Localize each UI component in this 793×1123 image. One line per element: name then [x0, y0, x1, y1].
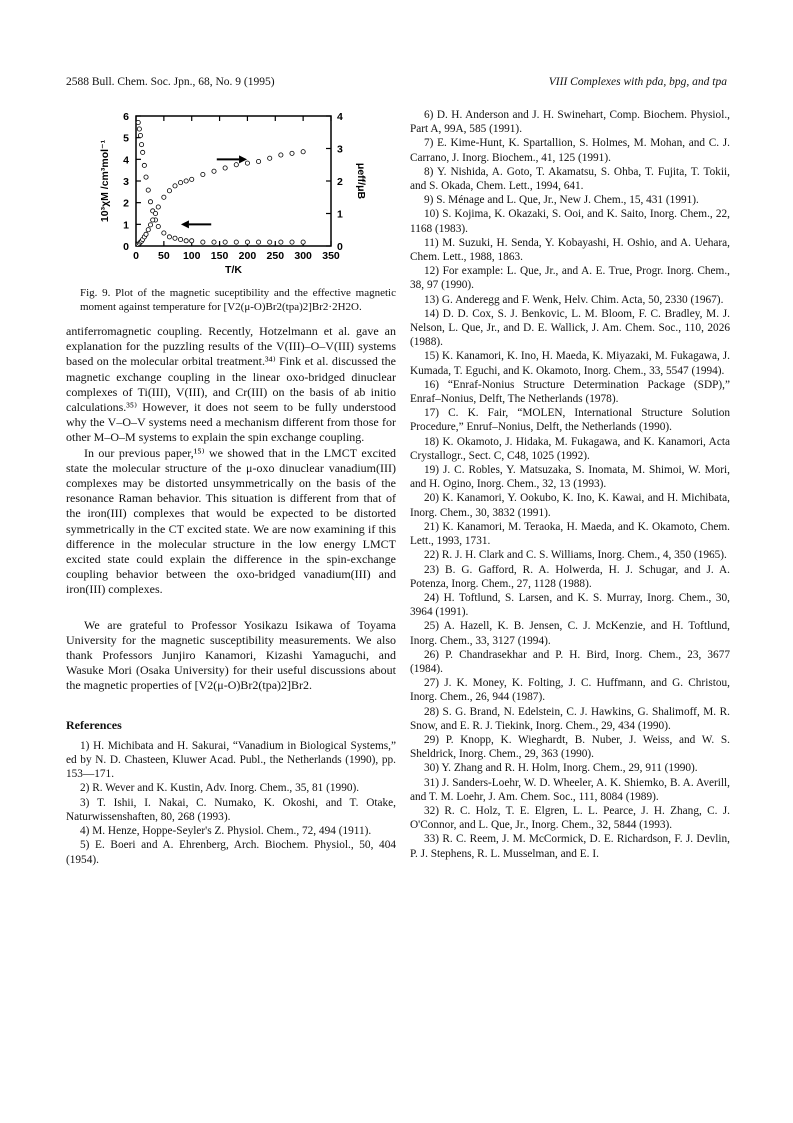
reference-item: 16) “Enraf-Nonius Structure Determination Package (SDP),” Enraf–Nonius, Delft, The Netherlands (1978). — [410, 378, 730, 406]
chi-point — [301, 240, 305, 244]
reference-item: 26) P. Chandrasekhar and P. H. Bird, Inorg. Chem., 23, 3677 (1984). — [410, 648, 730, 675]
mu-point — [201, 172, 205, 176]
paragraph-2: In our previous paper,¹⁵⁾ we showed that in the LMCT excited state the molecular structure of the μ-oxo dinuclear vanadium(III) complexes may be distorted unsymmetrically on the basis of the resonance Raman behavior. This situation is different from that of the iron(III) complexes that would be expected to be distorted symmetrically in the CT excited state. We are now examining if this difference in the molecular structure in the low energy LMCT excited state could explain the difference in the spin-exchange coupling behavior between the oxo-bridged vanadium(III) and iron(III) complexes. — [66, 445, 396, 597]
mu-point — [301, 150, 305, 154]
chi-point — [167, 235, 171, 239]
mu-point — [146, 228, 150, 232]
y2-axis-label: μeff/μB — [355, 162, 367, 200]
reference-item: 33) R. C. Reem, J. M. McCormick, D. E. Richardson, F. J. Devlin, P. J. Stephens, R. L. Musselman, and E. I. — [410, 833, 730, 860]
chart-svg — [66, 108, 396, 283]
left-column — [66, 108, 396, 867]
x-tick-label: 200 — [238, 250, 257, 262]
y-tick-label: 1 — [123, 219, 129, 232]
mu-point — [167, 189, 171, 193]
arrow-left-head — [181, 220, 189, 228]
mu-point — [212, 169, 216, 173]
figure-caption: Fig. 9. Plot of the magnetic suceptibility and the effective magnetic moment against temperature for [V2(μ-O)Br2(tpa)2]Br2·2H2O. — [80, 287, 396, 313]
y2-tick-label: 4 — [337, 111, 343, 123]
x-tick-label: 250 — [266, 250, 285, 262]
right-column — [410, 108, 730, 861]
chi-point — [173, 236, 177, 240]
reference-item: 5) E. Boeri and A. Ehrenberg, Arch. Biochem. Physiol., 50, 404 (1954). — [66, 839, 396, 866]
reference-item: 11) M. Suzuki, H. Senda, Y. Kobayashi, H. Oshio, and A. Uehara, Chem. Lett., 1988, 1863. — [410, 236, 730, 264]
reference-item: 8) Y. Nishida, A. Goto, T. Akamatsu, S. Ohba, T. Fujita, T. Tokii, and S. Okada, Chem. Lett., 1994, 641. — [410, 165, 730, 193]
mu-point — [190, 177, 194, 181]
chi-point — [256, 240, 260, 244]
chi-point — [138, 133, 142, 137]
chi-point — [190, 239, 194, 243]
x-tick-label: 350 — [322, 250, 340, 262]
y-axis-label: 10³χM /cm³mol⁻¹ — [99, 139, 111, 223]
reference-item: 29) P. Knopp, K. Wieghardt, B. Nuber, J. Weiss, and W. S. Sheldrick, Inorg. Chem., 29, 363 (1990). — [410, 733, 730, 761]
chi-point — [234, 240, 238, 244]
y-tick-label: 3 — [123, 176, 129, 188]
chi-point — [146, 188, 150, 192]
reference-item: 21) K. Kanamori, M. Teraoka, H. Maeda, and K. Okamoto, Chem. Lett., 1993, 1731. — [410, 520, 730, 548]
mu-point — [162, 195, 166, 199]
mu-point — [279, 153, 283, 157]
chi-point — [201, 240, 205, 244]
reference-item: 9) S. Ménage and L. Que, Jr., New J. Chem., 15, 431 (1991). — [424, 194, 699, 207]
mu-point — [148, 223, 152, 227]
running-header-left: 2588 Bull. Chem. Soc. Jpn., 68, No. 9 (1995) — [66, 76, 275, 88]
reference-item: 14) D. D. Cox, S. J. Benkovic, L. M. Bloom, F. C. Bradley, M. J. Nelson, L. Que, Jr., and D. E. Wallick, J. Am. Chem. Soc., 110, 2026 (1988). — [410, 307, 730, 349]
reference-item: 6) D. H. Anderson and J. H. Swinehart, Comp. Biochem. Physiol., Part A, 99A, 585 (1991). — [410, 109, 730, 136]
reference-item: 27) J. K. Money, K. Folting, J. C. Huffmann, and G. Christou, Inorg. Chem., 26, 944 (1987). — [410, 677, 730, 704]
chi-point — [223, 240, 227, 244]
y-tick-label: 2 — [123, 197, 129, 210]
chi-point — [290, 240, 294, 244]
reference-item: 23) B. G. Gafford, R. A. Holwerda, H. J. Schugar, and J. A. Potenza, Inorg. Chem., 27, 1128 (1988). — [410, 563, 730, 590]
chi-point — [268, 240, 272, 244]
references-heading: References — [66, 717, 122, 732]
reference-item: 4) M. Henze, Hoppe-Seyler's Z. Physiol. Chem., 72, 494 (1911). — [80, 825, 372, 838]
mu-point — [223, 166, 227, 170]
y2-tick-label: 3 — [337, 143, 343, 156]
acknowledgement: We are grateful to Professor Yosikazu Isikawa of Toyama University for the magnetic susceptibility measurements. We also thank Professors Junjiro Kanamori, Kizashi Yamaguchi, and Wasuke Mori (Osaka University) for their useful discussions about the magnetic properties of [V2(μ-O)Br2(tpa)2]Br2. — [66, 617, 396, 693]
chi-point — [139, 143, 143, 147]
reference-item: 31) J. Sanders-Loehr, W. D. Wheeler, A. K. Shiemko, B. A. Averill, and T. M. Loehr, J. Am. Chem. Soc., 111, 8084 (1989). — [410, 776, 730, 803]
chi-point — [245, 240, 249, 244]
y2-tick-label: 2 — [337, 176, 343, 188]
mu-point — [153, 211, 157, 215]
mu-point — [178, 181, 182, 185]
chi-point — [279, 240, 283, 244]
reference-item: 12) For example: L. Que, Jr., and A. E. True, Progr. Inorg. Chem., 38, 97 (1990). — [410, 265, 730, 292]
chi-point — [212, 240, 216, 244]
reference-item: 28) S. G. Brand, N. Edelstein, C. J. Hawkins, G. Shalimoff, M. R. Snow, and E. R. J. Tiekink, Inorg. Chem., 29, 434 (1990). — [410, 705, 730, 732]
reference-item: 10) S. Kojima, K. Okazaki, S. Ooi, and K. Saito, Inorg. Chem., 22, 1168 (1983). — [410, 208, 730, 235]
y-tick-label: 5 — [123, 132, 129, 145]
y2-tick-label: 1 — [337, 208, 343, 221]
chi-point — [178, 237, 182, 241]
mu-point — [184, 179, 188, 183]
reference-item: 20) K. Kanamori, Y. Ookubo, K. Ino, K. Kawai, and H. Michibata, Inorg. Chem., 30, 3832 (1991). — [410, 492, 730, 519]
mu-point — [156, 205, 160, 209]
reference-item: 2) R. Wever and K. Kustin, Adv. Inorg. Chem., 35, 81 (1990). — [80, 782, 360, 795]
chi-point — [162, 231, 166, 235]
figure-9 — [66, 108, 396, 283]
chi-point — [142, 163, 146, 167]
reference-item: 17) C. K. Fair, “MOLEN, International Structure Solution Procedure,” Enruf–Nonius, Delft, the Netherlands (1990). — [410, 407, 730, 434]
reference-item: 30) Y. Zhang and R. H. Holm, Inorg. Chem., 29, 911 (1990). — [424, 762, 698, 775]
y-tick-label: 0 — [123, 241, 129, 253]
reference-item: 13) G. Anderegg and F. Wenk, Helv. Chim. Acta, 50, 2330 (1967). — [424, 293, 724, 306]
x-axis-label: T/K — [225, 264, 242, 276]
reference-item: 25) A. Hazell, K. B. Jensen, C. J. McKenzie, and H. Toftlund, Inorg. Chem., 33, 3127 (1994). — [410, 620, 730, 647]
plot-frame — [136, 116, 331, 246]
chi-point — [141, 150, 145, 154]
x-tick-label: 100 — [182, 250, 201, 262]
y2-tick-label: 0 — [337, 241, 343, 253]
reference-item: 1) H. Michibata and H. Sakurai, “Vanadium in Biological Systems,” ed by N. D. Chasteen, Kluwer Acad. Publ., the Netherlands (1990), pp. 153—171. — [66, 739, 396, 781]
reference-item: 24) H. Toftlund, S. Larsen, and K. S. Murray, Inorg. Chem., 30, 3964 (1991). — [410, 591, 730, 619]
paragraph-1: antiferromagnetic coupling. Recently, Hotzelmann et al. gave an explanation for the puzzling results of the V(III)–O–V(III) systems based on the molecular orbital treatment.³⁴⁾ Fink et al. discussed the magnetic exchange coupling in the linear oxo-bridged dinuclear complexes of Ti(III), V(III), and Cr(III) on the basis of ab initio calculations.³⁵⁾ However, it does not seem to be fully understood why the V–O–V systems need a mechanism different from those for other M–O–M systems to explain the spin exchange coupling. — [66, 324, 396, 445]
reference-item: 18) K. Okamoto, J. Hidaka, M. Fukagawa, and K. Kanamori, Acta Crystallogr., Sect. C, C48, 1025 (1992). — [410, 435, 730, 462]
mu-point — [268, 156, 272, 160]
chi-point — [144, 175, 148, 179]
reference-item: 15) K. Kanamori, K. Ino, H. Maeda, K. Miyazaki, M. Fukagawa, J. Kumada, T. Eguchi, and K. Okamoto, Inorg. Chem., 33, 5547 (1994). — [410, 350, 730, 377]
x-tick-label: 50 — [158, 250, 170, 262]
reference-item: 22) R. J. H. Clark and C. S. Williams, Inorg. Chem., 4, 350 (1965). — [424, 549, 727, 562]
y-tick-label: 6 — [123, 111, 129, 123]
chi-point — [156, 224, 160, 228]
chi-point — [184, 239, 188, 243]
reference-item: 19) J. C. Robles, Y. Matsuzaka, S. Inomata, M. Shimoi, W. Mori, and H. Ogino, Inorg. Chem., 32, 13 (1993). — [410, 464, 730, 491]
reference-item: 7) E. Kime-Hunt, K. Spartallion, S. Holmes, M. Mohan, and C. J. Carrano, J. Inorg. Biochem., 41, 125 (1991). — [410, 137, 730, 164]
x-tick-label: 300 — [294, 250, 312, 262]
chi-point — [148, 200, 152, 204]
mu-point — [173, 184, 177, 188]
x-tick-label: 150 — [210, 250, 229, 262]
reference-item: 32) R. C. Holz, T. E. Elgren, L. L. Pearce, J. H. Zhang, C. J. O'Connor, and L. Que, Jr., Inorg. Chem., 32, 5844 (1993). — [410, 804, 730, 832]
mu-point — [151, 218, 155, 222]
x-tick-label: 0 — [133, 250, 139, 262]
running-header-right: VIII Complexes with pda, bpg, and tpa — [548, 76, 727, 88]
chi-point — [136, 120, 140, 124]
references-list-left — [66, 739, 396, 867]
mu-point — [245, 161, 249, 165]
chi-point — [137, 127, 141, 131]
mu-point — [234, 163, 238, 167]
references-list-right — [410, 108, 730, 861]
mu-point — [290, 151, 294, 155]
mu-point — [144, 232, 148, 236]
mu-point — [256, 159, 260, 163]
reference-item: 3) T. Ishii, I. Nakai, C. Numako, K. Okoshi, and T. Otake, Naturwissenshaften, 80, 268 (1993). — [66, 796, 396, 823]
y-tick-label: 4 — [123, 154, 129, 167]
